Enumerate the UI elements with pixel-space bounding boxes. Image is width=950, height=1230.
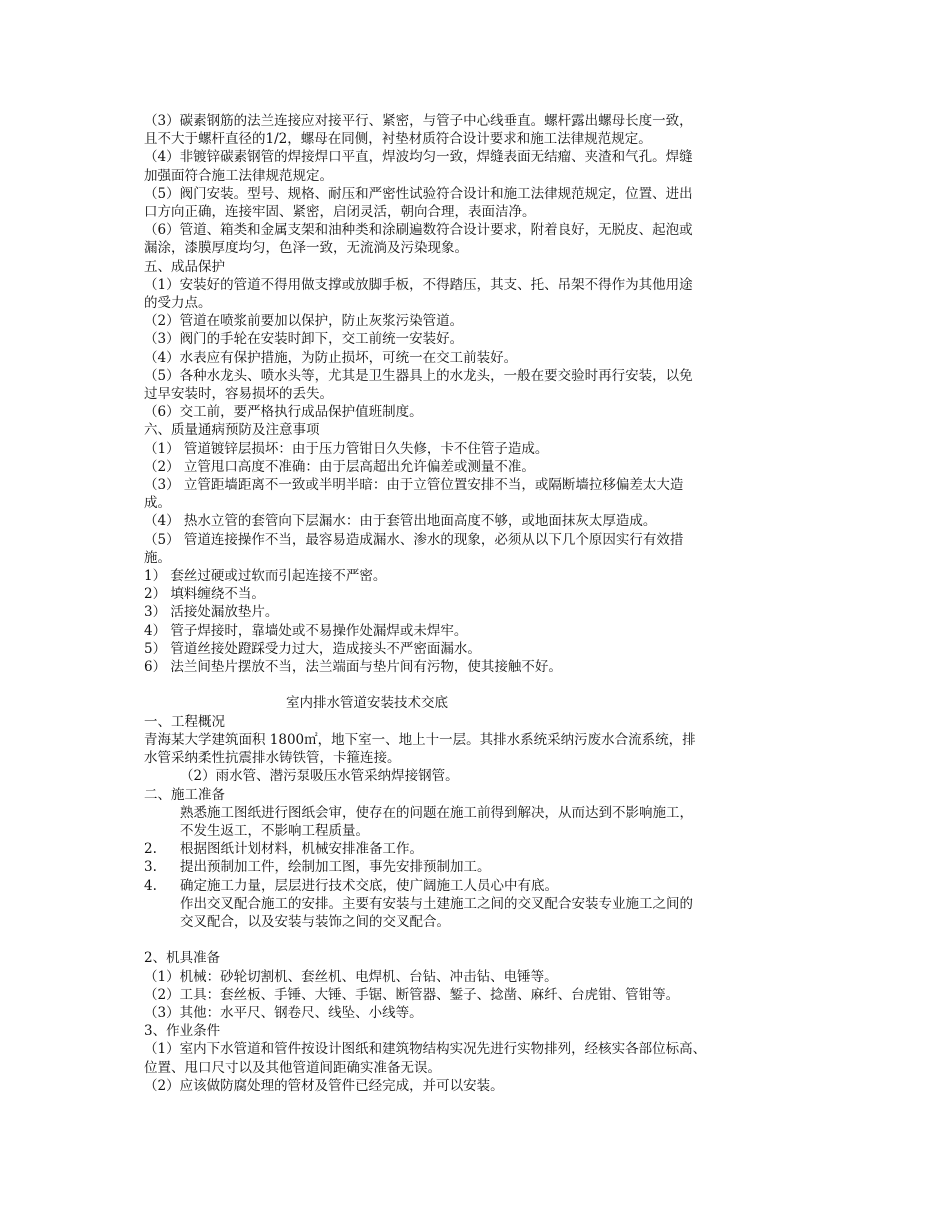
section-heading: 五、成品保护 <box>144 258 225 275</box>
text-line: （3）阀门的手轮在安装时卸下，交工前统一安装好。 <box>144 331 464 348</box>
text-line: （6）交工前，要严格执行成品保护值班制度。 <box>144 404 423 421</box>
text-line: 2） 填料缠绕不当。 <box>144 586 265 603</box>
text-line: （5）阀门安装。型号、规格、耐压和严密性试验符合设计和施工法律规范规定，位置、进出 <box>144 185 693 202</box>
text-line: 的受力点。 <box>144 295 212 312</box>
text-line: （1）室内下水管道和管件按设计图纸和建筑物结构实况先进行实物排列，经核实各部位标高、 <box>144 1041 707 1058</box>
blank-line <box>144 676 824 694</box>
text-line: 漏涂，漆膜厚度均匀，色泽一致，无流淌及污染现象。 <box>144 240 468 257</box>
text-line: 施。 <box>144 549 171 566</box>
text-line: 水管采纳柔性抗震排水铸铁管，卡箍连接。 <box>144 750 401 767</box>
text-line: （4） 热水立管的套管向下层漏水：由于套管出地面高度不够，或地面抹灰太厚造成。 <box>144 513 657 530</box>
text-line: 4） 管子焊接时，靠墙处或不易操作处漏焊或未焊牢。 <box>144 622 468 639</box>
text-line: 口方向正确，连接牢固、紧密，启闭灵活，朝向合理，表面洁净。 <box>144 204 536 221</box>
text-line: （3）碳素钢筋的法兰连接应对接平行、紧密，与管子中心线垂直。螺杆露出螺母长度一致， <box>144 113 693 129</box>
section-drainage-pipe <box>144 694 824 1094</box>
document-title: 室内排水管道安装技术交底 <box>286 695 448 712</box>
text-line: （2）雨水管、潜污泵吸压水管采纳焊接钢管。 <box>180 768 459 785</box>
text-line: （2） 立管甩口高度不准确：由于层高超出允许偏差或测量不准。 <box>144 458 535 475</box>
list-item-continuation: 不发生返工，不影响工程质量。 <box>180 822 369 839</box>
section-heading: 六、质量通病预防及注意事项 <box>144 422 320 439</box>
list-number: 4. <box>144 877 157 894</box>
text-line: 6） 法兰间垫片摆放不当，法兰端面与垫片间有污物，使其接触不好。 <box>144 659 562 676</box>
text-line: （2）工具：套丝板、手锤、大锤、手锯、断管器、錾子、捻凿、麻纤、台虎钳、管钳等。 <box>144 986 680 1003</box>
blank-line <box>144 931 824 949</box>
section-heading: 2、机具准备 <box>144 950 221 967</box>
list-item <box>144 877 824 895</box>
text-line: 位置、甩口尺寸以及其他管道间距确实准备无误。 <box>144 1059 441 1076</box>
text-line: （5） 管道连接操作不当，最容易造成漏水、渗水的现象，必须从以下几个原因实行有效措 <box>144 531 684 548</box>
section-quality-continuation <box>144 112 824 676</box>
text-line: （1）安装好的管道不得用做支撑或放脚手板，不得踏压，其支、托、吊架不得作为其他用途 <box>144 276 693 293</box>
list-text: 根据图纸计划材料，机械安排准备工作。 <box>180 841 423 858</box>
text-line: （1）机械：砂轮切割机、套丝机、电焊机、台钻、冲击钻、电锤等。 <box>144 968 558 985</box>
text-line: （3） 立管距墙距离不一致或半明半暗：由于立管位置安排不当，或隔断墙拉移偏差太大造 <box>144 477 684 494</box>
list-text: 确定施工力量，层层进行技术交底，使广阔施工人员心中有底。 <box>180 877 558 894</box>
list-item: 熟悉施工图纸进行图纸会审，使存在的问题在施工前得到解决，从而达到不影响施工， <box>180 804 693 821</box>
text-line: 1） 套丝过硬或过软而引起连接不严密。 <box>144 568 387 585</box>
text-line: 过早安装时，容易损坏的丢失。 <box>144 386 333 403</box>
section-heading: 3、作业条件 <box>144 1023 221 1040</box>
text-line: 且不大于螺杆直径的1/2，螺母在同侧，衬垫材质符合设计要求和施工法律规范规定。 <box>144 131 652 148</box>
list-item <box>144 858 824 876</box>
list-text: 提出预制加工件，绘制加工图，事先安排预制加工。 <box>180 859 491 876</box>
text-line: （4）水表应有保护措施，为防止损坏，可统一在交工前装好。 <box>144 349 518 366</box>
text-line: （4）非镀锌碳素钢管的焊接焊口平直，焊波均匀一致，焊缝表面无结瘤、夹渣和气孔。焊缝 <box>144 149 693 166</box>
text-line: 5） 管道丝接处蹬踩受力过大，造成接头不严密面漏水。 <box>144 640 481 657</box>
text-line: （2）应该做防腐处理的管材及管件已经完成，并可以安装。 <box>144 1077 504 1094</box>
text-line: （6）管道、箱类和金属支架和油种类和涂刷遍数符合设计要求，附着良好，无脱皮、起泡或 <box>144 222 693 239</box>
list-item-continuation: 交叉配合，以及安装与装饰之间的交叉配合。 <box>180 913 450 930</box>
list-number: 3. <box>144 859 157 876</box>
text-line: （1） 管道镀锌层损坏：由于压力管钳日久失修，卡不住管子造成。 <box>144 440 549 457</box>
text-line: 青海某大学建筑面积 1800㎡，地下室一、地上十一层。其排水系统采纳污废水合流系统，排 <box>144 731 696 748</box>
section-heading: 一、工程概况 <box>144 713 225 730</box>
document-body <box>144 112 824 1095</box>
section-heading: 二、施工准备 <box>144 786 225 803</box>
text-line: （3）其他：水平尺、钢卷尺、线坠、小线等。 <box>144 1004 423 1021</box>
text-line: （2）管道在喷浆前要加以保护，防止灰浆污染管道。 <box>144 313 464 330</box>
list-item: 作出交叉配合施工的安排。主要有安装与土建施工之间的交叉配合安装专业施工之间的 <box>180 895 693 912</box>
text-line: 3） 活接处漏放垫片。 <box>144 604 279 621</box>
text-line: （5）各种水龙头、喷水头等，尤其是卫生器具上的水龙头，一般在要交验时再行安装，以免 <box>144 367 693 384</box>
list-number: 2. <box>144 841 157 858</box>
text-line: 成。 <box>144 495 171 512</box>
text-line: 加强面符合施工法律规范规定。 <box>144 167 333 184</box>
list-item <box>144 840 824 858</box>
